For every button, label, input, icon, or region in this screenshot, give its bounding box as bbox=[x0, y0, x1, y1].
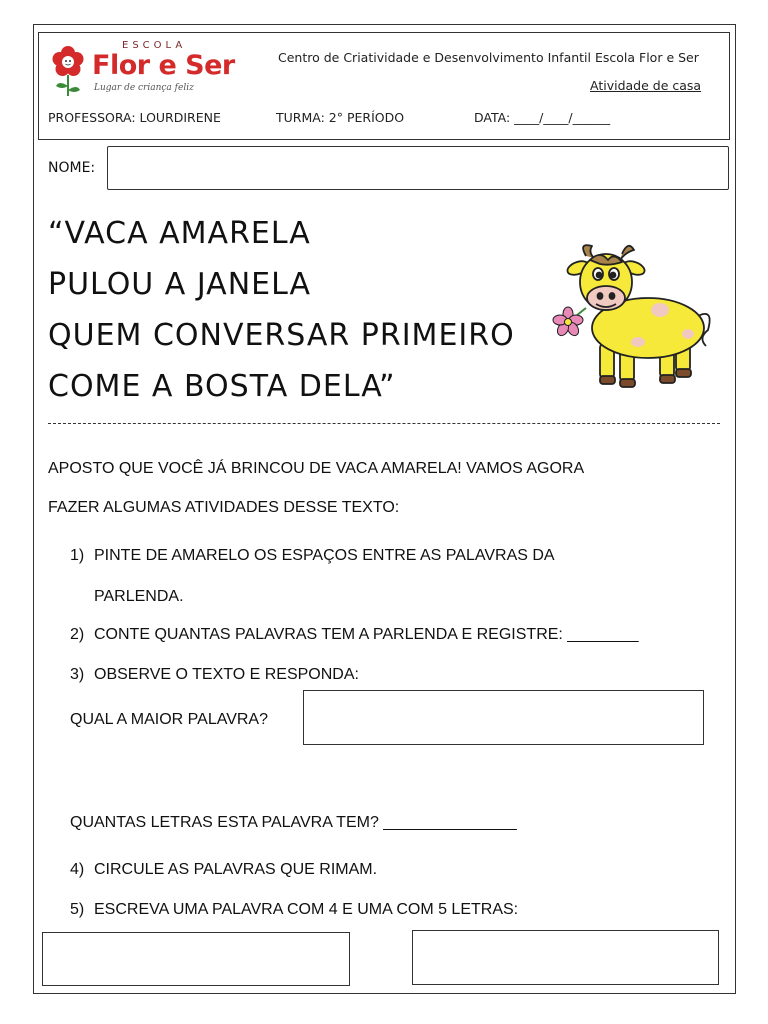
logo-tagline: Lugar de criança feliz bbox=[94, 83, 194, 93]
logo-escola-text: ESCOLA bbox=[122, 40, 187, 51]
four-letter-word-answer-box[interactable] bbox=[42, 932, 350, 986]
question-2-number: 2) bbox=[70, 626, 85, 643]
intro-line-1: APOSTO QUE VOCÊ JÁ BRINCOU DE VACA AMARELA! VAMOS AGORA bbox=[48, 460, 585, 477]
question-3: OBSERVE O TEXTO E RESPONDA: bbox=[94, 666, 359, 683]
question-3a: QUAL A MAIOR PALAVRA? bbox=[70, 711, 268, 728]
question-3b[interactable]: QUANTAS LETRAS ESTA PALAVRA TEM? _______________ bbox=[70, 814, 517, 831]
poem-line-3: QUEM CONVERSAR PRIMEIRO bbox=[48, 318, 515, 353]
class-label: TURMA: 2° PERÍODO bbox=[276, 110, 405, 125]
date-field[interactable]: DATA: ____/____/______ bbox=[474, 110, 611, 125]
poem-line-4: COME A BOSTA DELA” bbox=[48, 369, 396, 404]
yellow-cow-icon bbox=[548, 238, 718, 388]
logo-name: Flor e Ser bbox=[92, 50, 235, 81]
activity-type: Atividade de casa bbox=[590, 78, 702, 93]
question-5-number: 5) bbox=[70, 901, 85, 918]
question-1-line-1: PINTE DE AMARELO OS ESPAÇOS ENTRE AS PALAVRAS DA bbox=[94, 547, 555, 564]
question-2[interactable]: CONTE QUANTAS PALAVRAS TEM A PARLENDA E REGISTRE: ________ bbox=[94, 626, 639, 643]
poem-line-1: “VACA AMARELA bbox=[48, 216, 311, 251]
longest-word-answer-box[interactable] bbox=[303, 690, 704, 745]
question-5: ESCREVA UMA PALAVRA COM 4 E UMA COM 5 LETRAS: bbox=[94, 901, 519, 918]
dashed-divider bbox=[48, 423, 720, 424]
teacher-label: PROFESSORA: LOURDIRENE bbox=[48, 110, 221, 125]
question-1-number: 1) bbox=[70, 547, 85, 564]
question-3-number: 3) bbox=[70, 666, 85, 683]
intro-line-2: FAZER ALGUMAS ATIVIDADES DESSE TEXTO: bbox=[48, 499, 400, 516]
name-label: NOME: bbox=[48, 160, 96, 176]
question-4: CIRCULE AS PALAVRAS QUE RIMAM. bbox=[94, 861, 378, 878]
question-1-line-2: PARLENDA. bbox=[94, 588, 184, 605]
poem-line-2: PULOU A JANELA bbox=[48, 267, 312, 302]
institution-name: Centro de Criatividade e Desenvolvimento Infantil Escola Flor e Ser bbox=[278, 50, 699, 65]
question-4-number: 4) bbox=[70, 861, 85, 878]
name-input-box[interactable] bbox=[107, 146, 729, 190]
five-letter-word-answer-box[interactable] bbox=[412, 930, 719, 985]
